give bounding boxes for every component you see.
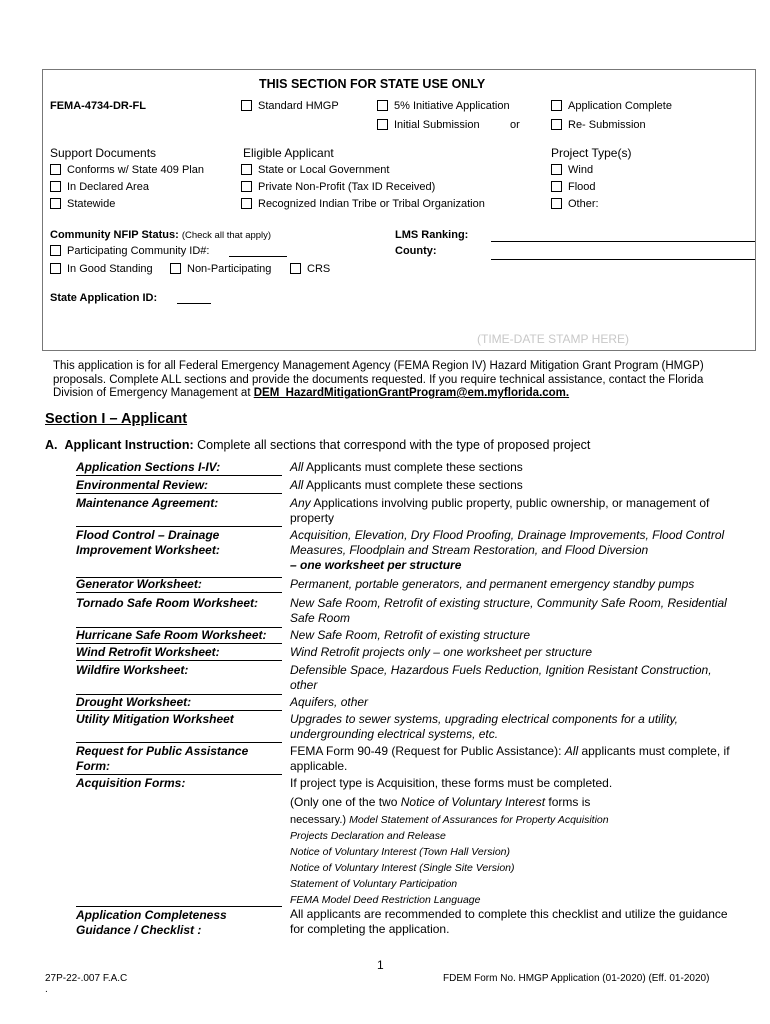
support-doc-statewide[interactable]: Statewide [50, 198, 115, 210]
nfip-non-participating-checkbox[interactable]: Non-Participating [170, 263, 271, 275]
checkbox-icon[interactable] [50, 181, 61, 192]
instruction-label: Generator Worksheet: [76, 577, 282, 593]
state-app-id-label: State Application ID: [50, 292, 158, 304]
page-number: 1 [377, 958, 384, 972]
checkbox-icon[interactable] [377, 119, 388, 130]
lms-ranking-field[interactable] [491, 241, 755, 242]
instruction-desc: Aquifers, other [290, 695, 369, 709]
checkbox-icon[interactable] [241, 198, 252, 209]
instruction-desc: FEMA Form 90-49 (Request for Public Assistance): All applicants must complete, if applicable. [290, 744, 730, 773]
instruction-desc: All Applicants must complete these sections [290, 478, 523, 492]
checkbox-icon[interactable] [241, 181, 252, 192]
or-text: or [510, 119, 520, 131]
instruction-desc: Defensible Space, Hazardous Fuels Reduction, Ignition Resistant Construction, other [290, 663, 712, 692]
intro-paragraph: This application is for all Federal Emergency Management Agency (FEMA Region IV) Hazard Mitigation Grant Program (HMGP) proposals. Complete ALL sections and provide the documents requested. If you require technical assistance, contact the Florida Division of Emergency Management at DEM_HazardMitigationGrantProgram@em.myflorida.com. [53, 360, 704, 399]
project-type-other[interactable]: Other: [551, 198, 599, 210]
support-doc-409-plan[interactable]: Conforms w/ State 409 Plan [50, 164, 204, 176]
acquisition-note: (Only one of the two Notice of Voluntary Interest forms is [290, 795, 591, 809]
acquisition-forms-list: necessary.) Model Statement of Assurances for Property Acquisition Projects Declaration and Release Notice of Voluntary Interest (Town Hall Version) Notice of Voluntary Interest (Single Site Version) Statement of Voluntary Participation FEMA Model Deed Restriction Language [290, 814, 609, 906]
instruction-label: Maintenance Agreement: [76, 496, 282, 527]
support-documents-heading: Support Documents [50, 146, 157, 160]
instruction-label: Wildfire Worksheet: [76, 663, 282, 695]
instruction-desc: Acquisition, Elevation, Dry Flood Proofing, Drainage Improvements, Flood Control Measures, Floodplain and Stream Restoration, and Flood Diversion – one worksheet per structure [290, 528, 725, 572]
checkbox-icon[interactable] [241, 100, 252, 111]
checkbox-icon[interactable] [551, 100, 562, 111]
footer-form-number: FDEM Form No. HMGP Application (01-2020) (Eff. 01-2020) [443, 973, 710, 984]
nfip-status-label: Community NFIP Status: (Check all that apply) [50, 229, 272, 241]
instruction-label: Tornado Safe Room Worksheet: [76, 596, 282, 628]
nfip-good-standing-checkbox[interactable]: In Good Standing [50, 263, 153, 275]
nfip-participating-checkbox[interactable]: Participating Community ID#: [50, 245, 209, 257]
instruction-desc: Wind Retrofit projects only – one worksheet per structure [290, 645, 593, 659]
instruction-desc: All Applicants must complete these sections [290, 460, 523, 474]
instruction-label: Request for Public Assistance Form: [76, 744, 282, 775]
checkbox-icon[interactable] [290, 263, 301, 274]
instruction-label: Utility Mitigation Worksheet [76, 712, 282, 743]
state-section-title: THIS SECTION FOR STATE USE ONLY [259, 77, 486, 91]
checkbox-icon[interactable] [377, 100, 388, 111]
checkbox-icon[interactable] [50, 245, 61, 256]
five-percent-checkbox[interactable]: 5% Initiative Application [377, 100, 510, 112]
instruction-label: Hurricane Safe Room Worksheet: [76, 628, 282, 644]
checkbox-icon[interactable] [50, 263, 61, 274]
checkbox-icon[interactable] [551, 164, 562, 175]
checkbox-icon[interactable] [551, 198, 562, 209]
state-app-id-field[interactable] [177, 303, 211, 304]
checkbox-icon[interactable] [50, 164, 61, 175]
instruction-label: Wind Retrofit Worksheet: [76, 645, 282, 661]
instruction-label: Environmental Review: [76, 478, 282, 494]
eligible-indian-tribe[interactable]: Recognized Indian Tribe or Tribal Organization [241, 198, 485, 210]
standard-hmgp-checkbox[interactable]: Standard HMGP [241, 100, 339, 112]
county-field[interactable] [491, 259, 755, 260]
instruction-label: Flood Control – Drainage Improvement Worksheet: [76, 528, 282, 578]
resubmission-checkbox[interactable]: Re- Submission [551, 119, 646, 131]
checkbox-icon[interactable] [551, 181, 562, 192]
eligible-state-local[interactable]: State or Local Government [241, 164, 389, 176]
contact-email-link[interactable]: DEM_HazardMitigationGrantProgram@em.myflorida.com. [253, 387, 570, 399]
initial-submission-checkbox[interactable]: Initial Submission [377, 119, 480, 131]
lms-ranking-label: LMS Ranking: [395, 229, 469, 241]
eligible-applicant-heading: Eligible Applicant [243, 146, 334, 160]
section-heading: Section I – Applicant [45, 411, 188, 427]
time-date-stamp: (TIME-DATE STAMP HERE) [477, 332, 630, 346]
application-complete-checkbox[interactable]: Application Complete [551, 100, 672, 112]
footer-dot: . [45, 984, 48, 995]
checkbox-icon[interactable] [50, 198, 61, 209]
instruction-label: Application Completeness Guidance / Checklist : [76, 908, 227, 937]
instruction-desc: Permanent, portable generators, and permanent emergency standby pumps [290, 577, 695, 591]
support-doc-declared-area[interactable]: In Declared Area [50, 181, 149, 193]
project-types-heading: Project Type(s) [551, 146, 632, 160]
checkbox-icon[interactable] [241, 164, 252, 175]
instruction-label: Application Sections I-IV: [76, 460, 282, 476]
county-label: County: [395, 245, 437, 257]
applicant-instruction: A. Applicant Instruction: Complete all sections that correspond with the type of proposed project [45, 438, 591, 452]
instruction-desc: If project type is Acquisition, these forms must be completed. [290, 776, 613, 790]
project-type-flood[interactable]: Flood [551, 181, 596, 193]
eligible-private-nonprofit[interactable]: Private Non-Profit (Tax ID Received) [241, 181, 435, 193]
instruction-desc: Upgrades to sewer systems, upgrading electrical components for a utility, undergrounding electrical systems, etc. [290, 712, 678, 741]
instruction-desc: New Safe Room, Retrofit of existing structure [290, 628, 531, 642]
instruction-label: Acquisition Forms: [76, 776, 282, 907]
project-type-wind[interactable]: Wind [551, 164, 593, 176]
community-id-field[interactable] [229, 256, 287, 257]
footer-rule: 27P-22-.007 F.A.C [45, 973, 128, 984]
disaster-number: FEMA-4734-DR-FL [50, 100, 146, 112]
checkbox-icon[interactable] [551, 119, 562, 130]
instruction-desc: Any Applications involving public property, public ownership, or management of property [290, 496, 710, 525]
nfip-crs-checkbox[interactable]: CRS [290, 263, 330, 275]
instruction-label: Drought Worksheet: [76, 695, 282, 711]
checkbox-icon[interactable] [170, 263, 181, 274]
instruction-desc: All applicants are recommended to complete this checklist and utilize the guidance for completing the application. [290, 907, 728, 936]
instruction-desc: New Safe Room, Retrofit of existing structure, Community Safe Room, Residential Safe Room [290, 596, 727, 625]
